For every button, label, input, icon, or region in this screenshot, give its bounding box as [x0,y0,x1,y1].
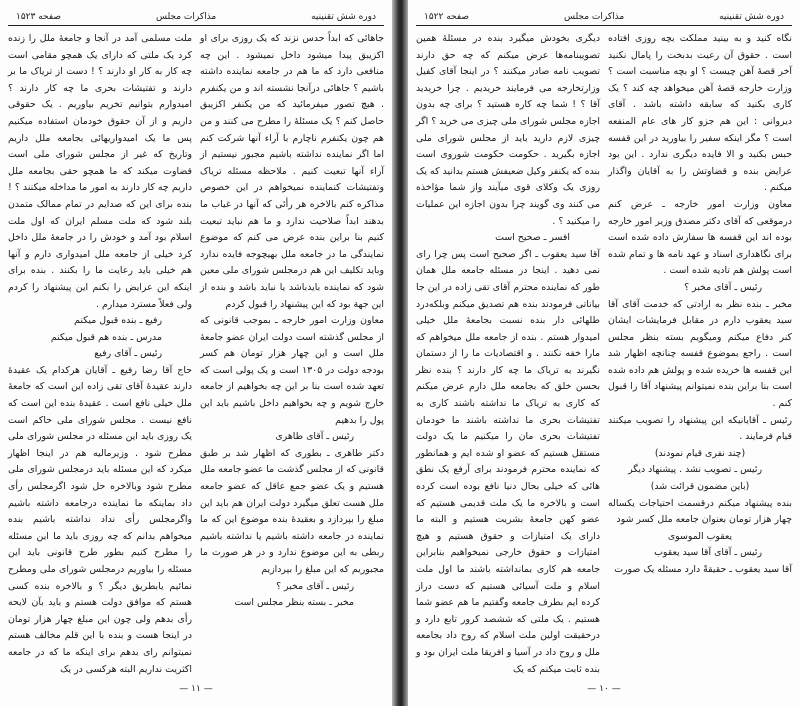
page-number-label: صفحه ۱۵۲۲ [424,12,470,22]
speaker-line: یعقوب الموسوی [667,530,733,542]
speaker-line: رئیس ـ آقای رفیع [94,348,162,360]
speaker-line: (چند نفری قیام نمودند) [654,447,746,459]
paragraph: دکتر طاهری ـ بطوری که اظهار شد بر طبق قانونی که از مجلس گذشت ما عضو جامعه ملل هستیم و یک عضو جمع عاقل که عضو جامعه ملل هست تعلق میگیرد دولت ایران هم باید این مبلغ را بپردازد و بعقیدهٔ بنده موضوع این که ما نماینده در جامعه داشته باشیم یا نداشته باشیم ربطی به این موضوع ندارد و در هر صورت ما مجبوریم که این مبلغ را بپردازیم [200,447,384,575]
page-number-label: صفحه ۱۵۲۳ [16,12,62,22]
running-title: مذاکرات مجلس [563,12,625,22]
speaker-line: افسر ـ صحیح است [495,232,570,244]
paragraph: معاون وزارت امور خارجه ـ بموجب قانونی که از مجلس گذشته است دولت ایران عضو جامعهٔ ملل است و این چهار هزار تومان هم کسر بودجه دولت در ۱۳۰۵ است و یک پولی است که تعهد شده است بنا بر این چه بخواهیم از جامعه خارج شویم و چه بخواهیم داخل باشیم باید این پول را بدهیم [200,315,384,426]
speaker-line: رفیع ـ بنده قبول میکنم [74,315,162,327]
speaker-line: رئیس ـ آقای طاهری [275,431,354,443]
paragraph: آقا سید یعقوب ـ اگر صحیح است پس چرا رای نمی دهید . اینجا در مسئله جامعه ملل همان طور که نماینده محترم آقای تقی زاده در این جا بیاناتی فرمودند بنده هم تصدیق میکنم وبلکه‌درد طلهائی دار بنده نسبت بجامعهٔ ملل خیلی امیدوار هستم . بنده از جامعه ملل میخواهم که مارا خفه نکنند . و اقتصادیات ما را از دستمان نگیرند به تریاک ما چه کار دارند ؟ بنده نظر بحسن خلق که بجامعه ملل دارم عرض میکنم که کاری به تریاک ما نداشته باشند کاری به تفتیشات بحری ما نداشته باشند ما خودمان تفتیشات بحری مان را میکنیم ما یک دولت مستقل هستیم که عضو او شده ایم و همانطور که نماینده محترم فرمودند برای آرفع یک نطق هائی که خیلی بحال دنیا نافع بوده است کرده است و بالاخره ما یک ملت قدیمی هستیم که عضو کهن جامعهٔ بشریت هستیم و البته ما دارای یک امتیازات و حقوق هستیم و هیچ امتیازات و حقوق خارجی نمیخواهیم بنابراین جامعه هم کاری بمانداشته باشند ما اول ملت اسلام و ملت آسیائی هستیم که دست دراز کرده ایم بطرف جامعه وگفتیم ما هم عضو شما هستیم . یک ملتی که ششصد کرور تابع دارد و درحقیقت اولین ملت اسلام که روح داد بجامعه ملل و روح داد در آسیا و افریقا ملت ایران بود و بنده ثابت میکنم که یک [416,248,600,675]
page-header [8,10,384,26]
page-footer-number: — ۱۰ — [587,684,621,695]
paragraph: حاج آقا رضا رفیع ـ آقایان هرکدام یک عقیدهٔ دارند عقیدهٔ آقای تقی زاده این است که جامعهٔ ملل خیلی نافع است . عقیدهٔ بنده این است که نافع نیست . مجلس شورای ملی حاکم است یک روزی باید این مسئله در مجلس شورای ملی مطرح شود . وزیرمالیه هم در اینجا اظهار میکرد که این مسئله باید درمجلس شورای ملی مطرح شود وبالاخره حل شود اگرمجلس رأی داد بماینکه ما نماینده درجامعه داشته باشیم واگرمجلس رأی نداد نداشته باشیم بنده میخواهم بدانم که چه روزی باید ما این مسئله را مطرح کنیم بطور طرح قانونی باید این مسئله را بیاوریم درمجلس شورای ملی ومطرح نمائیم یابطریق دیگر ؟ و بالاخره بنده کسی هستم که موافق دولت هستم و باید بآن لایحه رأی بدهم ولی چون این مبلغ چهار هزار تومان در اینجا هست و بنده با این قلم مخالف هستم نمیتوانم رای بدهم برای اینکه ما که در جامعه اکثریت نداریم البته هرکسی در یک [8,364,192,675]
running-title: مذاکرات مجلس [155,12,217,22]
text-columns [8,31,384,678]
paragraph: مخبر ـ بنده نظر به ارادتی که خدمت آقای آقا سید یعقوب دارم در مقابل فرمایشات ایشان کنر دفاع میکنم ومیگویم بسته بنظر مجلس است . راجع بموضوع قفسه چنانچه اظهار شد این قفسه ها خریده شده و پولش هم داده شده است بنا براین بنده نمیتوانم پیشنهاد آقا را قبول کنم . [608,298,792,410]
speaker-line: مدرس ـ بنده هم قبول میکنم [50,331,162,343]
speaker-line: رئیس ـ آقای مخبر ؟ [684,281,762,293]
speaker-line: رئیس ـ آقای مخبر ؟ [276,580,354,592]
book-spine [392,0,408,706]
text-column-left [8,31,192,678]
speaker-line: رئیس ـ آقای آقا سید یعقوب [654,547,762,559]
session-label: دوره‌ شش تقنینیه [311,12,376,22]
paragraph: آقا سید یعقوب ـ حقیقةً دارد مسئله یک صورت [614,564,792,575]
speaker-line: رئیس ـ تصویب نشد . پیشنهاد دیگر [628,464,762,476]
paragraph: بنده پیشنهاد میکنم درقسمت احتیاجات یکساله چهار هزار تومان بعنوان جامعه ملل کسر شود [608,497,792,526]
speaker-line: مخبر ـ بسته بنظر مجلس است [234,597,354,609]
text-columns [416,31,792,678]
paragraph: ملت مسلمی آمد در آنجا و جامعهٔ ملل را زنده کرد یک ملتی که دارای یک همچو مقامی است چه کار به کار او دارند ؟ ! دست از تریاک ما بر دارند و تفتیشات بحری ما چه کار دارند ؟ امیدوارم بتوانیم تخریم بیاوریم . یک حقوقی داریم و از آن حقوق خودمان استفاده میکنیم پس ما یک امیدواریهائی بجامعه ملل داریم وتاریخ که غیر از مجلس شورای ملی است قضاوت میکند که ما همچو حقی بجامعه ملل داریم چه کار دارند به امور ما مداخله میکنند ؟ ! بنده برای این که صدایم در تمام ممالک متمدن بلند شود که ملت مسلم ایران که اول ملت اسلام بود آمد و خودش را در جامعهٔ ملل داخل کرد خیلی از جامعه ملل امیدواری دارم و آنها هم خیلی باید رعایت ما را بکنند . بنده برای اینکه این عرایض را بکنم این پیشنهاد را کردم ولی فعلاً مسترد میدارم . [8,33,192,310]
session-label: دوره‌ شش تقنینیه [719,12,784,22]
text-column-right [608,31,792,678]
text-column-left [416,31,600,678]
left-page [0,0,392,706]
paragraph: نگاه کنید و به بینید مملکت بچه روزی افتاده است . حقوق آن رعیت بدبخت را پامال نکنید آخر قصهٔ آهن چیست ؟ او بچه مناسبت است ؟ وزارت خارجه قصهٔ آهن میخواهد چه کند ؟ یک کاری بکنید که سابقه داشته باشد . آقای دیروانی : این هم جزو کار های عام المنفعه است ؟ مگر اینکه سفیر را بیاورید در این قفسه حبس بکنید و الا فایده دیگری ندارد . این بود عرایض بنده و قضاوتش را به آقایان واگذار میکنم . [608,33,792,194]
page-header [416,10,792,26]
text-column-right [200,31,384,678]
page-footer-number: — ۱۱ — [179,684,213,695]
right-page [408,0,800,706]
speaker-line: (باین مضمون قرائت شد) [650,481,750,493]
paragraph: دیگری بخودش میگیرد بنده در مسئلهٔ همین تصویبنامه‌ها عرض میکنم که چه حق دارند تصویب نامه صادر میکنند ؟ در اینجا آقای کفیل وزارتخارجه می فرمایند خریدیم . چرا خریدید آقا ؟ ! شما چه کاره هستید ؟ برای چه بدون اجازه مجلس شورای ملی چیزی می خرید ؟ اگر چیزی لازم دارید باید از مجلس شورای ملی اجازه بگیرید . حکومت حکومت شوروی است بنده که یکنفر وکیل ضعیفش هستم بدانید که یک روزی یک وکلای قوی میآیند واز شما مؤاخذه می کنند وی گویند چرا بدون اجازه این عملیات را میکنید ؟ . [416,33,600,227]
paragraph: معاون وزارت امور خارجه ـ عرض کنم درموقعی که آقای دکتر مصدق وزیر امور خارجه بوده اند این قفسه ها سفارش داده شده است برای نگاهداری اسناد و عهد نامه ها و تمام شده است پولش هم تادیه شده است . [608,198,792,277]
paragraph: رئیس ـ آقایانیکه این پیشنهاد را تصویب میکنند قیام فرمایند . [608,414,792,443]
paragraph: جاهائی که ابداً حدس نزند که یک روزی برای او اکزیبق پیدا میشود داخل نمیشود . این چه منافعی دارد که ما هم در جامعه نماینده داشته باشیم ؟ جاهائی درآنجا نشسته اند و من یکنفرم . هیچ تصور میفرمائید که من یکنفر اکزیبق حاصل کنم ؟ یک مسئلهٔ را مطرح می کنند و من هم چون یکنفرم ناچارم با آراء آنها شرکت کنم اما اگر نماینده نداشته باشیم مجبور نیستیم از آراء آنها تبعیت کنیم . ملاحظه مسئله تریاک وتفتیشات کنماینده نمیخواهم در این خصوص مذاکره کنم بالاخره هر رأئی که آنها در غیاب ما بدهند ابداً صلاحیت ندارد و ما هم نباید تبعیت کنیم بنا براین بنده عرض می کنم که موضوع نمایندگی ما در جامعه ملل بهیچوجه فایده ندارد وباید تکلیف این هم درمجلس شورای ملی معین شود که نماینده بایدباشد یا نباید باشد و بنده از این جهة بود که این پیشنهاد را قبول کردم [200,33,384,310]
